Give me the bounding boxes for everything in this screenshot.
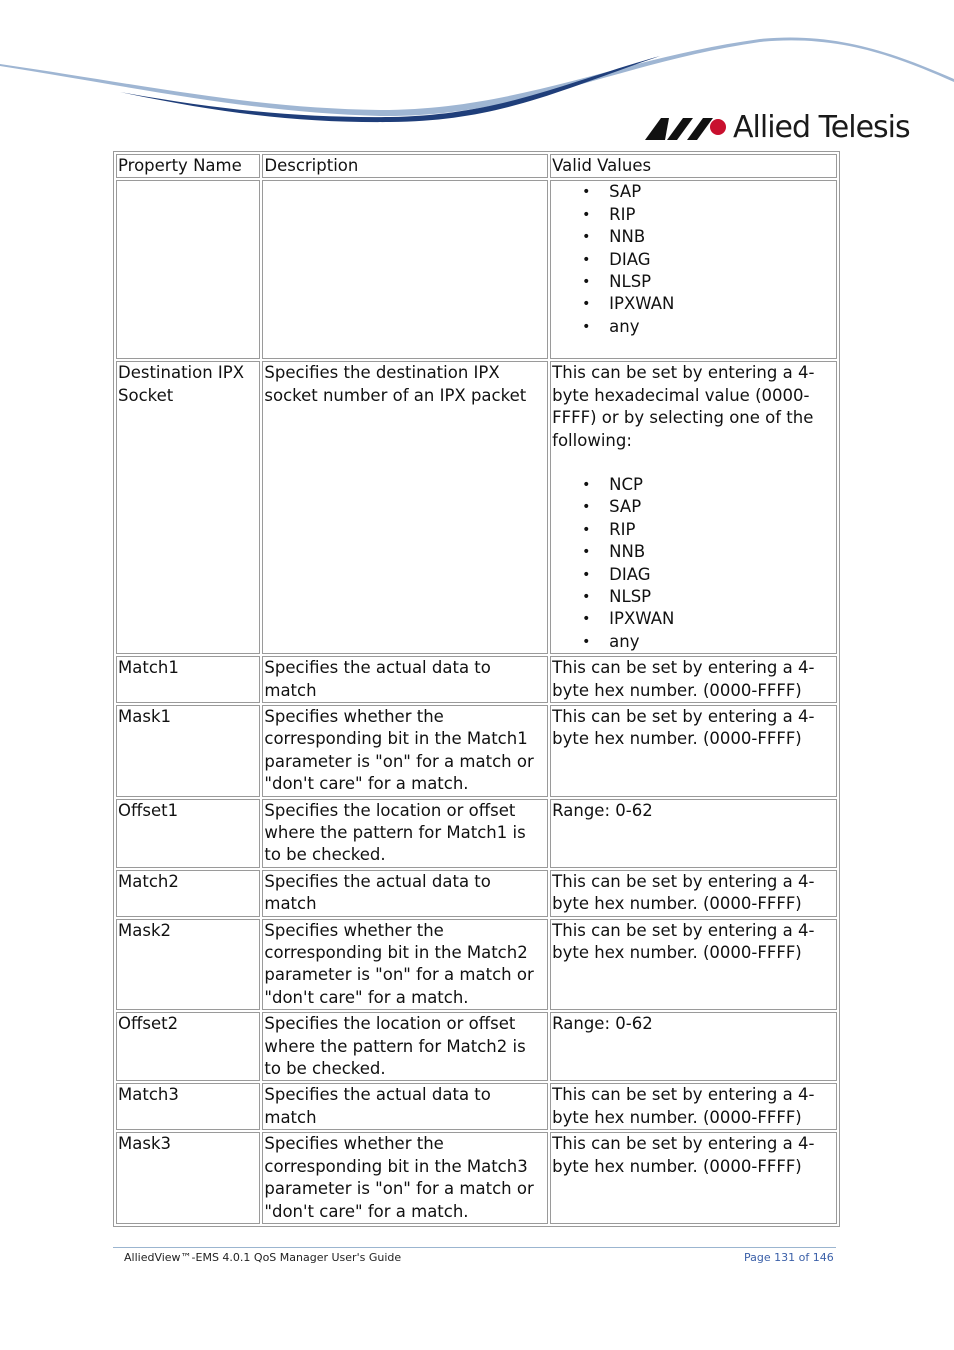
footer-page-number: Page 131 of 146: [744, 1251, 834, 1264]
table-row: [116, 919, 837, 1011]
footer-guide-title: AlliedView™-EMS 4.0.1 QoS Manager User's Guide: [124, 1251, 402, 1264]
property-name-cell: [116, 180, 260, 359]
description-cell: [262, 180, 548, 359]
property-name-cell: Mask1: [116, 705, 260, 797]
description-cell: Specifies the location or offset where the pattern for Match2 is to be checked.: [262, 1012, 548, 1081]
property-name-cell: Match2: [116, 870, 260, 917]
table-row: [116, 180, 837, 359]
table-row: [116, 870, 837, 917]
list-item: • DIAG: [609, 249, 835, 271]
list-item: • NLSP: [609, 271, 835, 293]
list-item: • NCP: [609, 474, 835, 496]
list-item: • SAP: [609, 181, 835, 203]
list-item: • IPXWAN: [609, 293, 835, 315]
allied-telesis-logo: [645, 108, 910, 148]
valid-values-list: [552, 181, 835, 338]
table-row: [116, 1083, 837, 1130]
valid-values-cell: This can be set by entering a 4-byte hex number. (0000-FFFF): [550, 1132, 837, 1224]
valid-values-cell: This can be set by entering a 4-byte hex number. (0000-FFFF): [550, 870, 837, 917]
brand-name: Allied Telesis: [733, 110, 910, 145]
table-row: [116, 1132, 837, 1224]
list-item: • NNB: [609, 541, 835, 563]
description-cell: Specifies whether the corresponding bit in the Match1 parameter is "on" for a match or "don't care" for a match.: [262, 705, 548, 797]
description-cell: Specifies whether the corresponding bit in the Match2 parameter is "on" for a match or "don't care" for a match.: [262, 919, 548, 1011]
valid-values-cell: This can be set by entering a 4-byte hex number. (0000-FFFF): [550, 705, 837, 797]
table-row: [116, 1012, 837, 1081]
column-header-description: Description: [262, 154, 548, 178]
valid-values-list: [552, 474, 835, 653]
list-item: • any: [609, 316, 835, 338]
list-item: • RIP: [609, 204, 835, 226]
description-cell: Specifies the destination IPX socket number of an IPX packet: [262, 361, 548, 654]
column-header-valid-values: Valid Values: [550, 154, 837, 178]
description-cell: Specifies the actual data to match: [262, 656, 548, 703]
table-row: [116, 705, 837, 797]
footer-divider: [113, 1247, 836, 1248]
valid-values-cell: Range: 0-62: [550, 799, 837, 868]
valid-values-text: This can be set by entering a 4-byte hexadecimal value (0000-FFFF) or by selecting one of the following:: [552, 363, 815, 450]
property-name-cell: Match1: [116, 656, 260, 703]
property-table: [113, 151, 840, 1227]
valid-values-cell: This can be set by entering a 4-byte hex number. (0000-FFFF): [550, 919, 837, 1011]
table-row: [116, 656, 837, 703]
property-name-cell: Mask2: [116, 919, 260, 1011]
property-name-cell: Mask3: [116, 1132, 260, 1224]
valid-values-cell: [550, 180, 837, 359]
list-item: • RIP: [609, 519, 835, 541]
description-cell: Specifies the actual data to match: [262, 870, 548, 917]
property-name-cell: Destination IPX Socket: [116, 361, 260, 654]
valid-values-cell: This can be set by entering a 4-byte hex number. (0000-FFFF): [550, 656, 837, 703]
list-item: • DIAG: [609, 564, 835, 586]
allied-telesis-mark-icon: [645, 114, 727, 142]
description-cell: Specifies whether the corresponding bit in the Match3 parameter is "on" for a match or "don't care" for a match.: [262, 1132, 548, 1224]
property-name-cell: Offset2: [116, 1012, 260, 1081]
description-cell: Specifies the actual data to match: [262, 1083, 548, 1130]
description-cell: Specifies the location or offset where the pattern for Match1 is to be checked.: [262, 799, 548, 868]
table-header-row: [116, 154, 837, 178]
column-header-property-name: Property Name: [116, 154, 260, 178]
list-item: • SAP: [609, 496, 835, 518]
list-item: • IPXWAN: [609, 608, 835, 630]
list-item: • any: [609, 631, 835, 653]
valid-values-cell: Range: 0-62: [550, 1012, 837, 1081]
list-item: • NLSP: [609, 586, 835, 608]
table-row: [116, 361, 837, 654]
valid-values-cell: This can be set by entering a 4-byte hex number. (0000-FFFF): [550, 1083, 837, 1130]
valid-values-cell: [550, 361, 837, 654]
property-name-cell: Offset1: [116, 799, 260, 868]
property-name-cell: Match3: [116, 1083, 260, 1130]
list-item: • NNB: [609, 226, 835, 248]
table-row: [116, 799, 837, 868]
